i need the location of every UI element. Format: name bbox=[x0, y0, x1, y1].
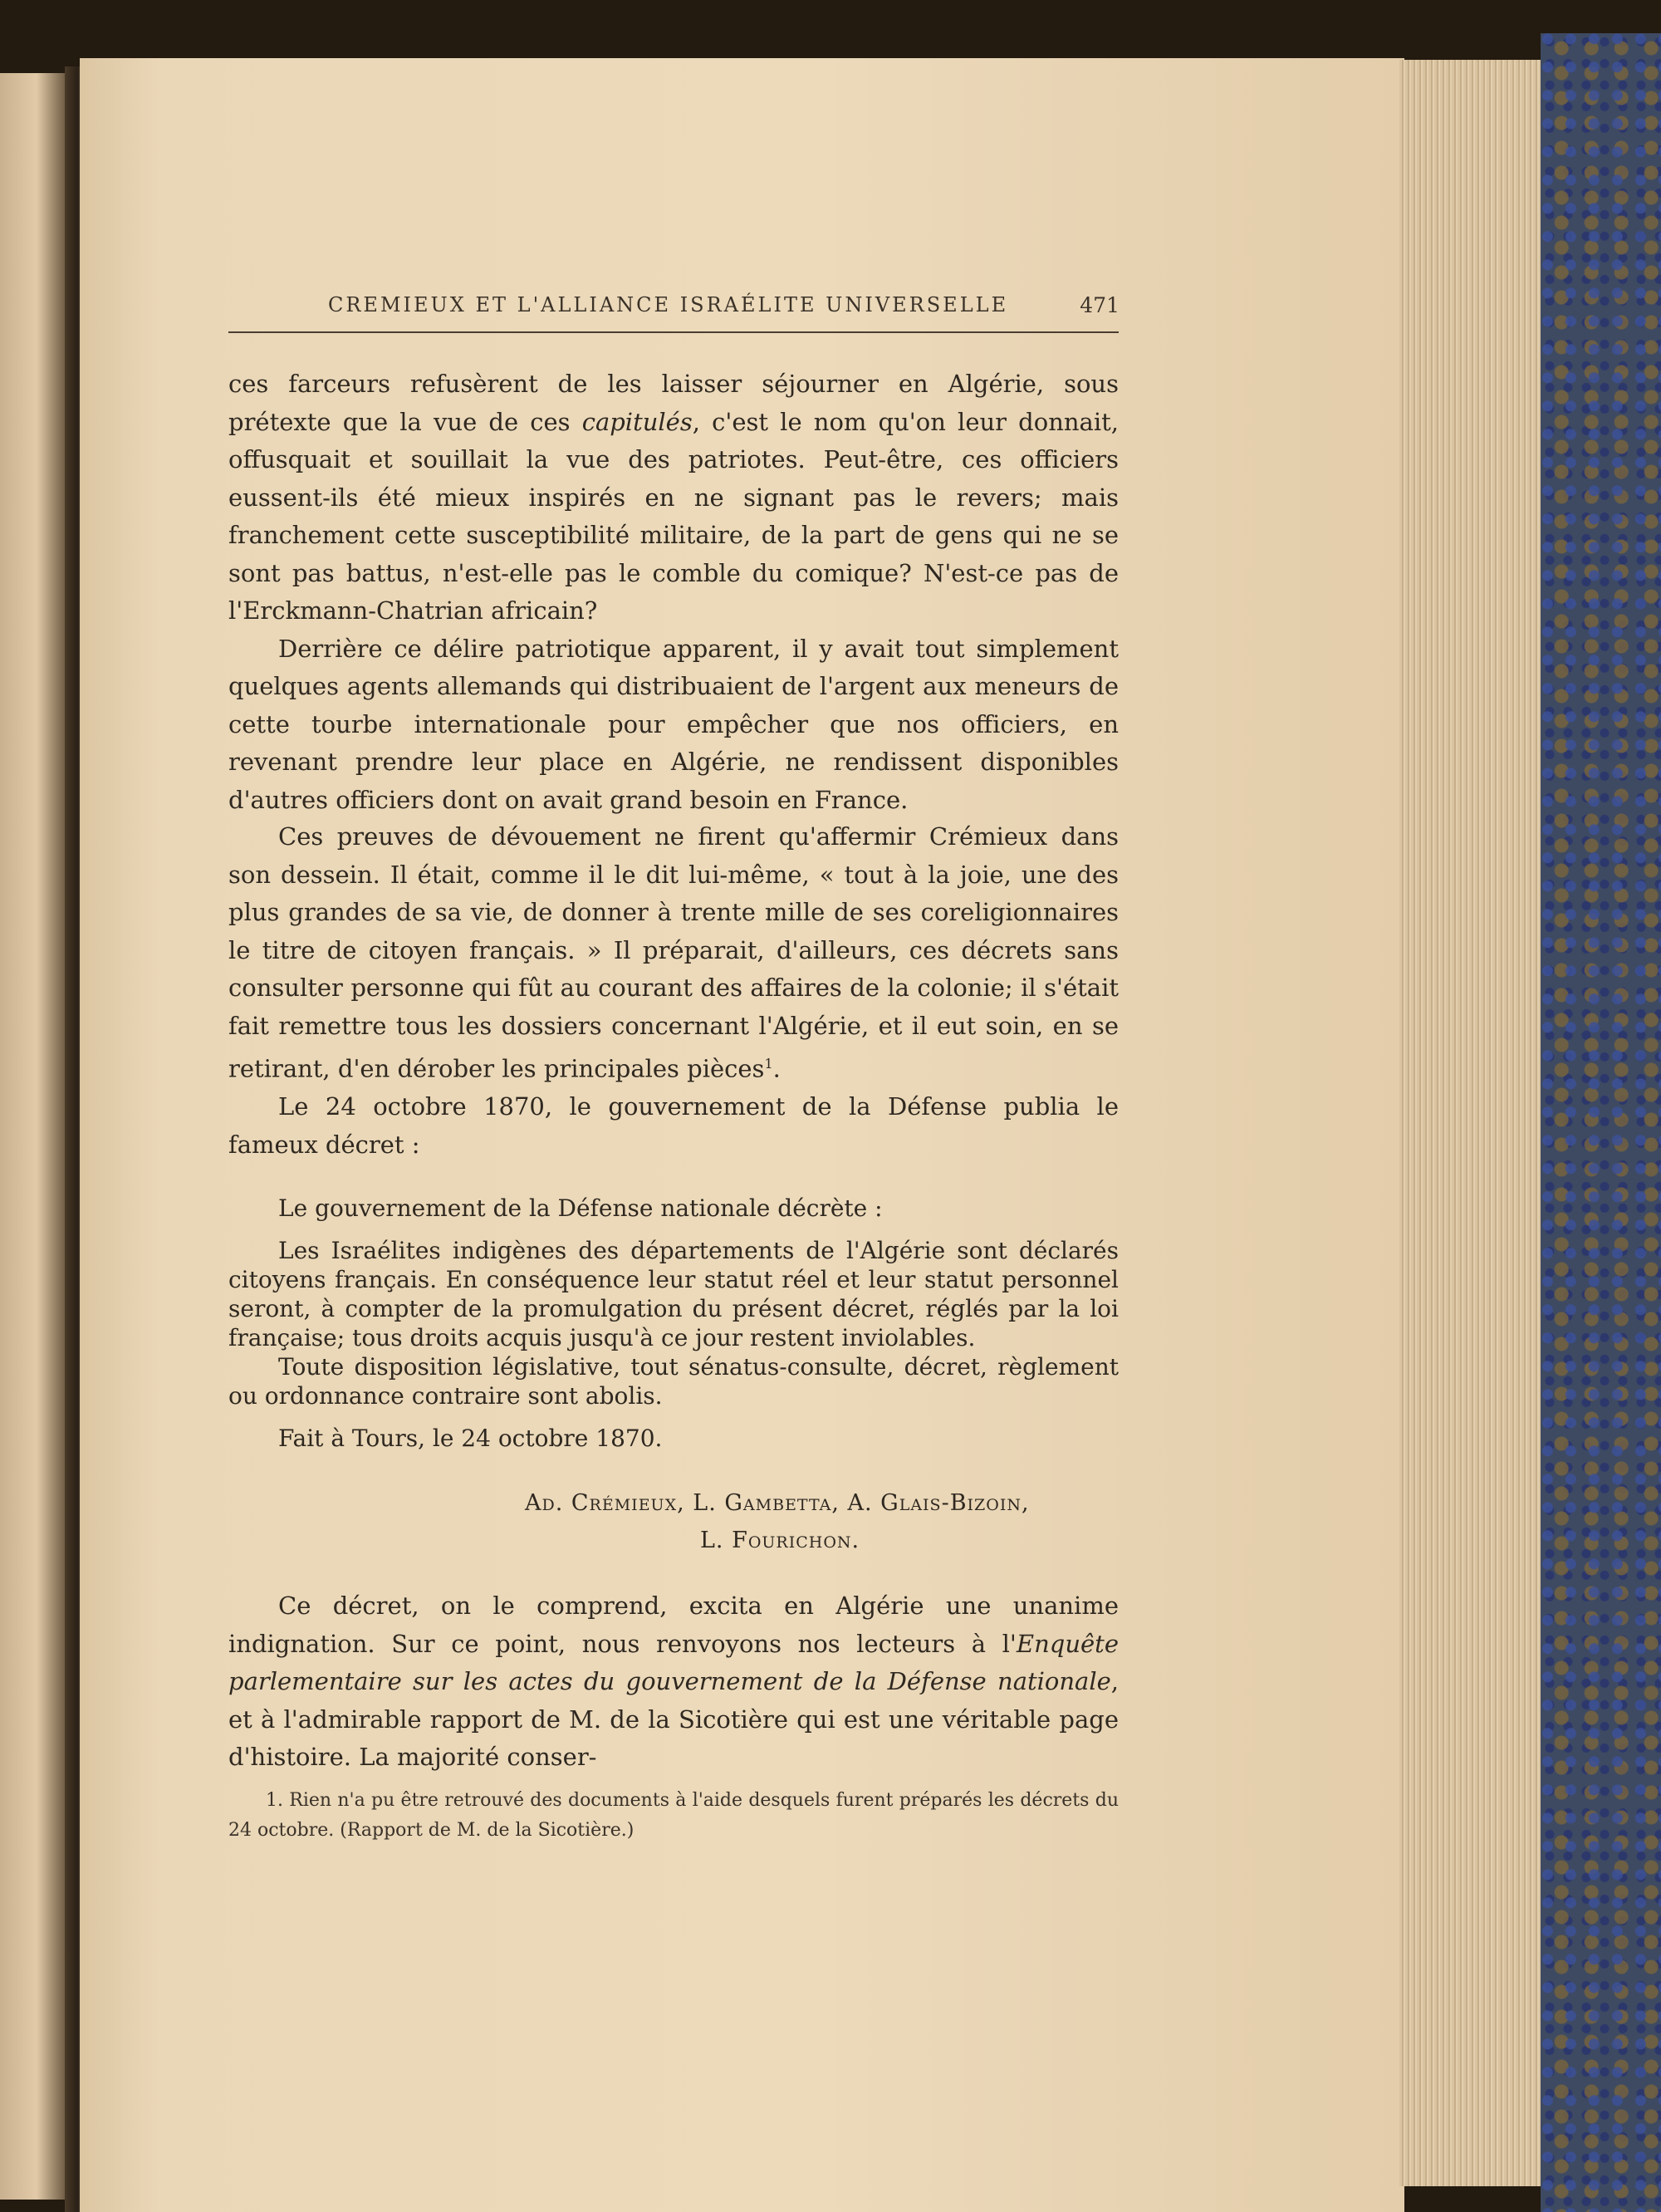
body-text-upper bbox=[228, 365, 1119, 819]
paragraph-1-text-b: , c'est le nom qu'on leur donnait, offusquait et souillait la vue des patriotes. Peut-être, ces officiers eussent-ils été mieux inspirés en ne signant pas le revers; mais franchement cette susceptibilité militaire, de la part de gens qui ne se sont pas battus, n'est-elle pas le comble du comique? N'est-ce pas de l'Erckmann-Chatrian africain? bbox=[228, 407, 1119, 625]
decree-place-date: Fait à Tours, le 24 octobre 1870. bbox=[278, 1425, 663, 1452]
footnote bbox=[228, 1786, 1119, 1846]
signatories-line-1: Ad. Crémieux, L. Gambetta, A. Glais-Bizoin, bbox=[525, 1490, 1030, 1516]
header-rule bbox=[228, 331, 1119, 333]
running-head bbox=[253, 288, 1121, 333]
running-head-title: CREMIEUX ET L'ALLIANCE ISRAÉLITE UNIVERSELLE bbox=[328, 293, 1009, 316]
footnote-reference: 1 bbox=[764, 1056, 773, 1072]
signatories-line-2: L. Fourichon. bbox=[700, 1528, 860, 1553]
footnote-text: 1. Rien n'a pu être retrouvé des documents à l'aide desquels furent préparés les décrets du 24 octobre. (Rapport de M. de la Sicotière.) bbox=[228, 1790, 1119, 1841]
page-number: 471 bbox=[1080, 293, 1120, 317]
previous-page-edge bbox=[0, 73, 66, 2200]
body-text-lower bbox=[228, 1587, 1119, 1777]
paragraph-1-italic: capitulés bbox=[581, 407, 693, 436]
paragraph-3 bbox=[228, 818, 1119, 1088]
body-text-middle bbox=[228, 818, 1119, 1164]
decree-article-1: Les Israélites indigènes des départements de l'Algérie sont déclarés citoyens français. En conséquence leur statut réel et leur statut personnel seront, à compter de la promulgation du présent décret, réglés par la loi française; tous droits acquis jusqu'à ce jour restent inviolables. bbox=[228, 1237, 1119, 1351]
paragraph-3-end: . bbox=[772, 1054, 781, 1083]
paragraph-1 bbox=[228, 365, 1119, 630]
paragraph-5-text-b: , et à l'admirable rapport de M. de la Sicotière qui est une véritable page d'histoire. La majorité conser- bbox=[228, 1667, 1119, 1771]
decree-block bbox=[228, 1194, 1119, 1453]
paragraph-5 bbox=[228, 1587, 1119, 1777]
paragraph-2: Derrière ce délire patriotique apparent, il y avait tout simplement quelques agents allemands qui distribuaient de l'argent aux meneurs de cette tourbe internationale pour empêcher que nos officiers, en revenant prendre leur place en Algérie, ne rendissent disponibles d'autres officiers dont on avait grand besoin en France. bbox=[228, 634, 1119, 814]
paragraph-1-text-a: ces farceurs refusèrent de les laisser séjourner en Algérie, sous prétexte que la vue de ces bbox=[228, 370, 1119, 436]
paragraph-4: Le 24 octobre 1870, le gouvernement de la Défense publia le fameux décret : bbox=[228, 1092, 1119, 1159]
paragraph-5-italic: Enquête parlementaire sur les actes du gouvernement de la Défense nationale bbox=[228, 1629, 1119, 1695]
paragraph-5-text-a: Ce décret, on le comprend, excita en Algérie une unanime indignation. Sur ce point, nous renvoyons nos lecteurs à l' bbox=[228, 1592, 1119, 1658]
marbled-cover bbox=[1541, 33, 1661, 2212]
decree-article-2: Toute disposition législative, tout sénatus-consulte, décret, règlement ou ordonnance contraire sont abolis. bbox=[228, 1353, 1119, 1410]
paragraph-3-text: Ces preuves de dévouement ne firent qu'affermir Crémieux dans son dessein. Il était, comme il le dit lui-même, « tout à la joie, une des plus grandes de sa vie, de donner à trente mille de ses coreligionnaires le titre de citoyen français. » Il préparait, d'ailleurs, ces décrets sans consulter personne qui fût au courant des affaires de la colonie; il s'était fait remettre tous les dossiers concernant l'Algérie, et il eut soin, en se retirant, d'en dérober les principales pièces bbox=[228, 822, 1119, 1083]
decree-heading: Le gouvernement de la Défense nationale décrète : bbox=[278, 1194, 883, 1222]
